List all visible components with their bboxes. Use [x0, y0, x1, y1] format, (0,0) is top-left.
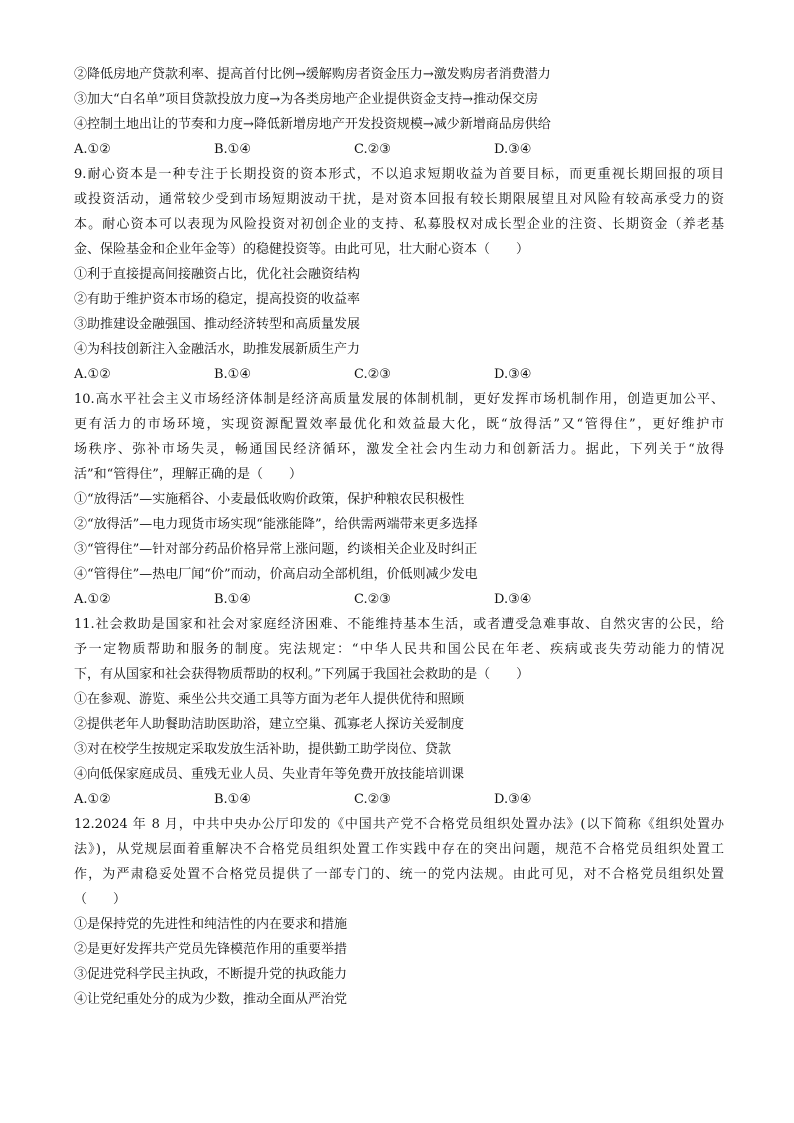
question-12-option-2: ②是更好发挥共产党员先锋模范作用的重要举措 — [74, 942, 348, 957]
question-10-stem-line: 10.高水平社会主义市场经济体制是经济高质量发展的体制机制，更好发挥市场机制作用，创造更加公平、 — [74, 392, 724, 407]
question-11-option-3: ③对在校学生按规定采取发放生活补助，提供勤工助学岗位、贷款 — [74, 742, 452, 757]
question-11 — [74, 612, 724, 812]
answer-choice-d: D.③④ — [494, 792, 532, 807]
question-12-option-1: ①是保持党的先进性和纯洁性的内在要求和措施 — [74, 917, 348, 932]
question-9 — [74, 162, 724, 387]
answer-choice-b: B.①④ — [214, 792, 251, 807]
question-10-option-1: ①“放得活”—实施稻谷、小麦最低收购价政策，保护种粮农民积极性 — [74, 492, 465, 507]
question-10-option-4: ④“管得住”—热电厂闻“价”而动，价高启动全部机组，价低则减少发电 — [74, 567, 478, 582]
question-8-answer-choices — [74, 137, 724, 162]
question-11-option-1: ①在参观、游览、乘坐公共交通工具等方面为老年人提供优待和照顾 — [74, 692, 465, 707]
answer-choice-a: A.①② — [74, 592, 111, 607]
question-12-stem-line: （ ） — [74, 892, 127, 907]
answer-choice-b: B.①④ — [214, 367, 251, 382]
question-11-stem-line: 下，有从国家和社会获得物质帮助的权利。”下列属于我国社会救助的是（ ） — [74, 667, 530, 682]
question-9-stem-line: 或投资活动，通常较少受到市场短期波动干扰，是对资本回报有较长期限展望且对风险有较高承受力的资 — [74, 192, 724, 207]
question-12-option-4: ④让党纪重处分的成为少数，推动全面从严治党 — [74, 992, 348, 1007]
question-12-option-3: ③促进党科学民主执政，不断提升党的执政能力 — [74, 967, 348, 982]
answer-choice-d: D.③④ — [494, 367, 532, 382]
question-11-option-2: ②提供老年人助餐助洁助医助浴，建立空巢、孤寡老人探访关爱制度 — [74, 717, 465, 732]
answer-choice-b: B.①④ — [214, 142, 251, 157]
answer-choice-c: C.②③ — [354, 592, 391, 607]
question-10-option-3: ③“管得住”—针对部分药品价格异常上涨问题，约谈相关企业及时纠正 — [74, 542, 478, 557]
question-9-option-4: ④为科技创新注入金融活水，助推发展新质生产力 — [74, 342, 361, 357]
answer-choice-d: D.③④ — [494, 592, 532, 607]
answer-choice-d: D.③④ — [494, 142, 532, 157]
question-11-stem-line: 11.社会救助是国家和社会对家庭经济困难、不能维持基本生活，或者遭受急难事故、自然灾害的公民，给 — [74, 617, 724, 632]
question-8-option-4: ④控制土地出让的节奏和力度→降低新增房地产开发投资规模→减少新增商品房供给 — [74, 117, 551, 132]
question-10-stem-line: 场秩序、弥补市场失灵，畅通国民经济循环，激发全社会内生动力和创新活力。据此，下列关于“放得 — [74, 442, 724, 457]
answer-choice-c: C.②③ — [354, 142, 391, 157]
answer-choice-c: C.②③ — [354, 792, 391, 807]
question-10 — [74, 387, 724, 612]
question-10-stem-line: 更有活力的市场环境，实现资源配置效率最优化和效益最大化，既“放得活”又“管得住”，更好维护市 — [74, 417, 724, 432]
question-9-stem-line: 金、保险基金和企业年金等）的稳健投资等。由此可见，壮大耐心资本（ ） — [74, 242, 530, 257]
question-9-option-2: ②有助于维护资本市场的稳定，提高投资的收益率 — [74, 292, 361, 307]
question-9-option-3: ③助推建设金融强国、推动经济转型和高质量发展 — [74, 317, 361, 332]
page-content — [74, 62, 724, 1012]
question-9-option-1: ①利于直接提高间接融资占比，优化社会融资结构 — [74, 267, 361, 282]
answer-choice-a: A.①② — [74, 792, 111, 807]
question-9-answer-choices — [74, 362, 724, 387]
question-8-option-2: ②降低房地产贷款利率、提高首付比例→缓解购房者资金压力→激发购房者消费潜力 — [74, 67, 551, 82]
question-12-stem-line: 12.2024 年 8 月，中共中央办公厅印发的《中国共产党不合格党员组织处置办法》(以下简称《组织处置办 — [74, 817, 724, 832]
question-10-option-2: ②“放得活”—电力现货市场实现“能涨能降”，给供需两端带来更多选择 — [74, 517, 478, 532]
question-10-answer-choices — [74, 587, 724, 612]
question-11-answer-choices — [74, 787, 724, 812]
question-8-option-3: ③加大“白名单”项目贷款投放力度→为各类房地产企业提供资金支持→推动保交房 — [74, 92, 539, 107]
question-12-stem-line: 法》)，从党规层面着重解决不合格党员组织处置工作实践中存在的突出问题，规范不合格党员组织处置工 — [74, 842, 724, 857]
answer-choice-a: A.①② — [74, 367, 111, 382]
question-12-stem-line: 作，为严肃稳妥处置不合格党员提供了一部专门的、统一的党内法规。由此可见，对不合格党员组织处置 — [74, 867, 724, 882]
question-12 — [74, 812, 724, 1012]
question-9-stem-line: 本。耐心资本可以表现为风险投资对初创企业的支持、私募股权对成长型企业的注资、长期资金（养老基 — [74, 217, 724, 232]
answer-choice-a: A.①② — [74, 142, 111, 157]
question-11-stem-line: 予一定物质帮助和服务的制度。宪法规定：“中华人民共和国公民在年老、疾病或丧失劳动能力的情况 — [74, 642, 724, 657]
question-8 — [74, 62, 724, 162]
answer-choice-c: C.②③ — [354, 367, 391, 382]
answer-choice-b: B.①④ — [214, 592, 251, 607]
question-10-stem-line: 活”和“管得住”，理解正确的是（ ） — [74, 467, 302, 482]
question-11-option-4: ④向低保家庭成员、重残无业人员、失业青年等免费开放技能培训课 — [74, 767, 465, 782]
question-9-stem-line: 9.耐心资本是一种专注于长期投资的资本形式，不以追求短期收益为首要目标，而更重视长期回报的项目 — [74, 167, 724, 182]
